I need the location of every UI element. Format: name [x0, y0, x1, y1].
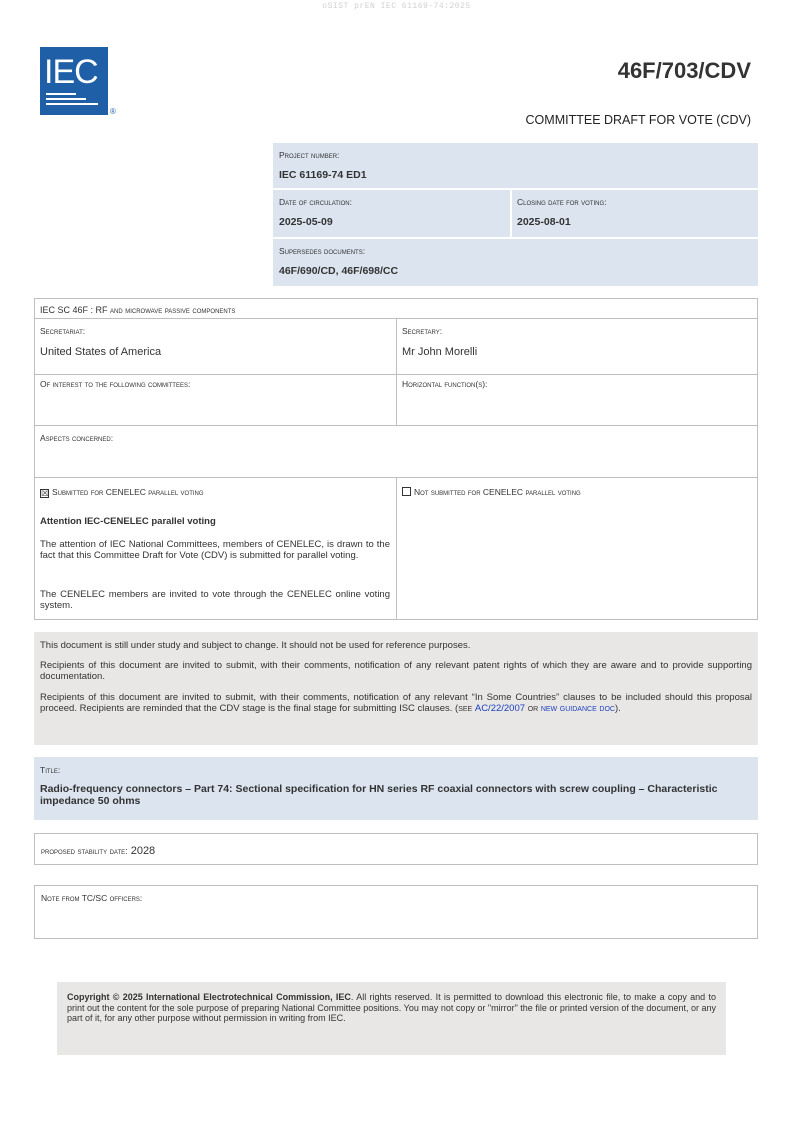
closing-date: 2025-08-01: [517, 216, 571, 228]
notice-paragraph-1: This document is still under study and subject to change. It should not be used for reference purposes.: [40, 640, 471, 651]
document-type: COMMITTEE DRAFT FOR VOTE (CDV): [525, 113, 751, 127]
supersedes-documents: 46F/690/CD, 46F/698/CC: [279, 265, 399, 277]
notice-paragraph-2: Recipients of this document are invited to submit, with their comments, notification of any relevant patent rights of which they are aware and to provide supporting documentation.: [40, 660, 752, 682]
copyright-text: Copyright © 2025 International Electrotechnical Commission, IEC. All rights reserved. It is permitted to download this electronic file, to make a copy and to print out the content for the sole purpose of preparing National Committee positions. You may not copy or "mirror" the file or printed version of the document, or any part of it, for any other purpose without permission in writing from IEC.: [67, 992, 716, 1023]
stability-date: proposed stability date: 2028: [41, 845, 156, 857]
title-box: [34, 757, 758, 820]
committee-title: IEC SC 46F : RF and microwave passive components: [40, 305, 236, 315]
horizontal-functions-label: Horizontal function(s):: [402, 379, 488, 389]
notice-paragraph-3: Recipients of this document are invited to submit, with their comments, notification of any relevant “In Some Countries” clauses to be included should this proposal proceed. Recipients are reminded that the CDV stage is the final stage for submitting ISC clauses. (see AC/22/2007 or new guidance doc).: [40, 692, 752, 714]
logo-text: IEC: [44, 53, 98, 91]
unchecked-checkbox-icon[interactable]: [402, 487, 411, 496]
members-text: The CENELEC members are invited to vote through the CENELEC online voting system.: [40, 589, 390, 611]
watermark: oSIST prEN IEC 61169-74:2025: [322, 2, 471, 11]
supersedes-box: [273, 239, 758, 286]
supersedes-label: Supersedes documents:: [279, 246, 366, 256]
project-number-box: [273, 143, 758, 188]
logo-registered-mark: ®: [110, 107, 116, 116]
circulation-date-label: Date of circulation:: [279, 197, 353, 207]
closing-date-box: [512, 190, 758, 237]
aspects-concerned-label: Aspects concerned:: [40, 433, 114, 443]
committee-table: [34, 298, 758, 620]
submitted-parallel-voting[interactable]: ☒ Submitted for CENELEC parallel voting: [41, 487, 204, 498]
secretariat: United States of America: [40, 346, 162, 358]
iec-logo: [40, 47, 116, 116]
closing-date-label: Closing date for voting:: [517, 197, 607, 207]
notice-box: [34, 632, 758, 745]
project-number: IEC 61169-74 ED1: [279, 169, 367, 181]
stability-date-box: [34, 833, 758, 865]
ac-22-2007-link[interactable]: AC/22/2007: [474, 703, 526, 714]
secretary: Mr John Morelli: [402, 346, 478, 358]
new-guidance-doc-link[interactable]: new guidance doc: [540, 703, 615, 714]
circulation-date: 2025-05-09: [279, 216, 333, 228]
secretariat-label: Secretariat:: [40, 326, 86, 336]
document-reference: 46F/703/CDV: [617, 58, 751, 83]
document-title: Radio-frequency connectors – Part 74: Sectional specification for HN series RF coaxial connectors with screw coupling – Characteristic impedance 50 ohms: [40, 783, 718, 807]
checked-checkbox-icon[interactable]: ☒: [41, 488, 50, 498]
copyright-box: [57, 982, 726, 1055]
note-box: [34, 885, 758, 939]
circulation-date-box: [273, 190, 510, 237]
title-label: Title:: [40, 765, 61, 775]
attention-text: The attention of IEC National Committees, members of CENELEC, is drawn to the fact that this Committee Draft for Vote (CDV) is submitted for parallel voting.: [40, 539, 390, 561]
not-submitted-parallel-voting[interactable]: Not submitted for CENELEC parallel voting: [402, 487, 581, 497]
interest-committees-label: Of interest to the following committees:: [40, 379, 191, 389]
project-number-label: Project number:: [279, 150, 340, 160]
note-label: Note from TC/SC officers:: [41, 893, 143, 903]
secretary-label: Secretary:: [402, 326, 443, 336]
attention-title: Attention IEC-CENELEC parallel voting: [40, 516, 216, 527]
